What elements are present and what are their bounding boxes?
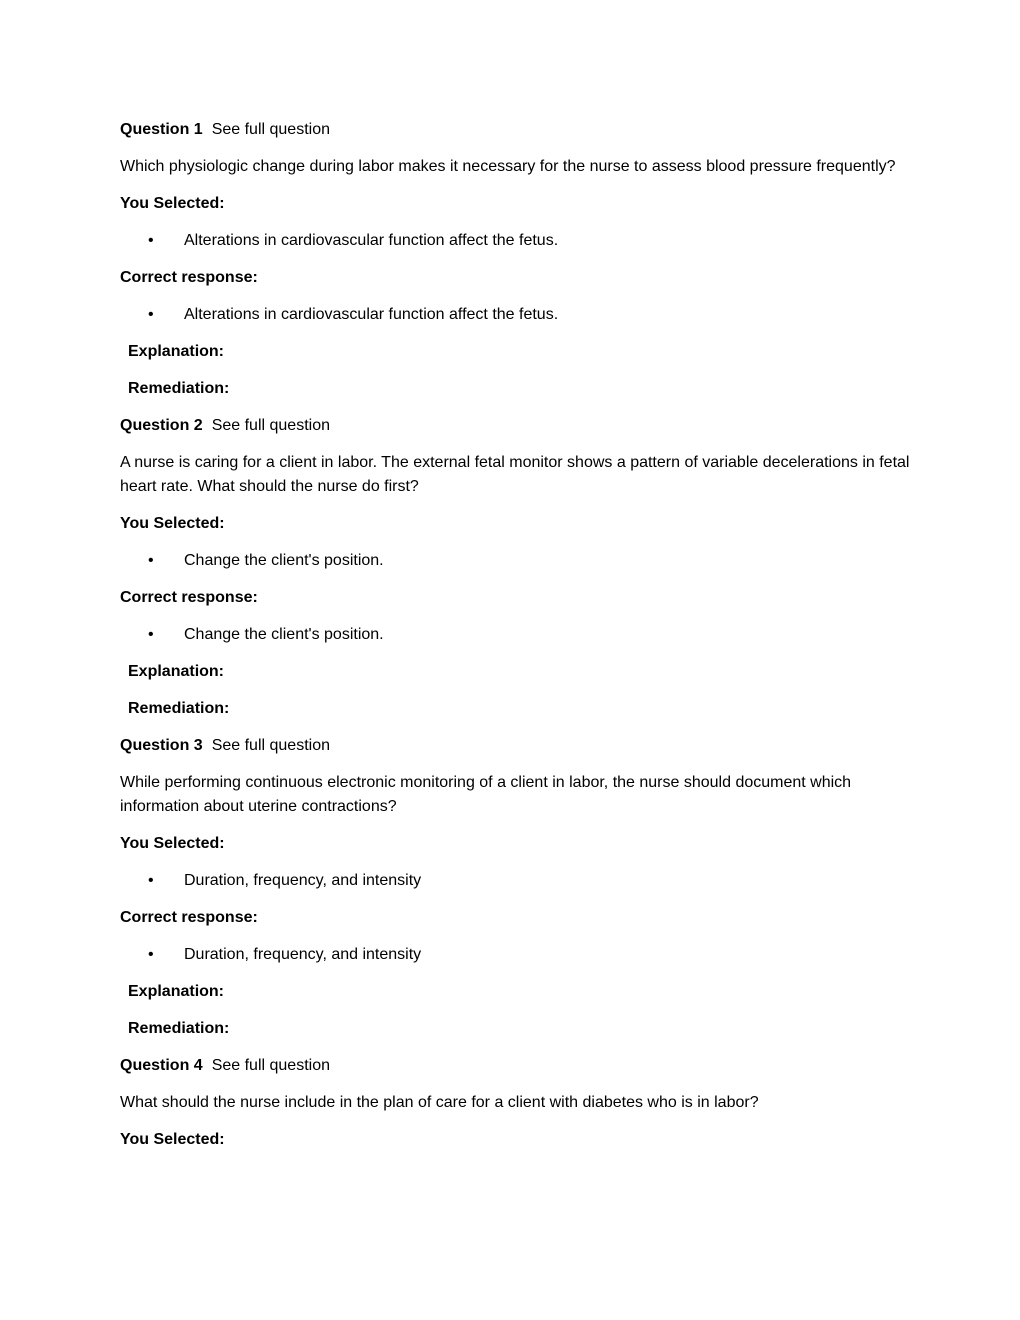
- question-number: Question 2: [120, 417, 203, 434]
- question-header: [120, 118, 910, 142]
- selected-answer-item: [120, 549, 910, 573]
- question-block-1: [120, 118, 910, 401]
- question-header: [120, 1054, 910, 1078]
- selected-answer-item: [120, 229, 910, 253]
- remediation-label: Remediation:: [128, 1020, 230, 1037]
- question-block-3: [120, 734, 910, 1041]
- correct-response-label: Correct response:: [120, 269, 258, 286]
- bullet-icon: •: [148, 626, 154, 643]
- question-number: Question 4: [120, 1057, 203, 1074]
- correct-answer-list: [120, 623, 910, 647]
- selected-answer-list: [120, 869, 910, 893]
- bullet-icon: •: [148, 552, 154, 569]
- bullet-icon: •: [148, 232, 154, 249]
- question-text: While performing continuous electronic monitoring of a client in labor, the nurse should document which information about uterine contractions?: [120, 774, 852, 815]
- explanation-label: Explanation:: [128, 663, 225, 680]
- explanation-label: Explanation:: [128, 983, 225, 1000]
- answer-text: Duration, frequency, and intensity: [184, 872, 422, 889]
- question-block-4: [120, 1054, 910, 1152]
- selected-answer-list: [120, 229, 910, 253]
- question-header: [120, 734, 910, 758]
- correct-response-label: Correct response:: [120, 909, 258, 926]
- correct-answer-list: [120, 943, 910, 967]
- correct-answer-list: [120, 303, 910, 327]
- correct-response-label: Correct response:: [120, 589, 258, 606]
- correct-answer-item: [120, 623, 910, 647]
- answer-text: Alterations in cardiovascular function affect the fetus.: [184, 306, 559, 323]
- answer-text: Duration, frequency, and intensity: [184, 946, 422, 963]
- bullet-icon: •: [148, 946, 154, 963]
- question-block-2: [120, 414, 910, 721]
- question-header: [120, 414, 910, 438]
- see-full-question-link[interactable]: See full question: [211, 417, 330, 434]
- you-selected-label: You Selected:: [120, 195, 225, 212]
- question-number: Question 3: [120, 737, 203, 754]
- selected-answer-item: [120, 869, 910, 893]
- question-text: What should the nurse include in the plan of care for a client with diabetes who is in labor?: [120, 1094, 759, 1111]
- answer-text: Change the client's position.: [184, 626, 384, 643]
- remediation-label: Remediation:: [128, 380, 230, 397]
- correct-answer-item: [120, 303, 910, 327]
- you-selected-label: You Selected:: [120, 1131, 225, 1148]
- remediation-label: Remediation:: [128, 700, 230, 717]
- see-full-question-link[interactable]: See full question: [211, 1057, 330, 1074]
- bullet-icon: •: [148, 872, 154, 889]
- explanation-label: Explanation:: [128, 343, 225, 360]
- answer-text: Change the client's position.: [184, 552, 384, 569]
- question-number: Question 1: [120, 121, 203, 138]
- answer-text: Alterations in cardiovascular function affect the fetus.: [184, 232, 559, 249]
- document-page: [120, 118, 910, 1165]
- question-text: A nurse is caring for a client in labor. The external fetal monitor shows a pattern of variable decelerations in fetal heart rate. What should the nurse do first?: [120, 454, 910, 495]
- correct-answer-item: [120, 943, 910, 967]
- selected-answer-list: [120, 549, 910, 573]
- you-selected-label: You Selected:: [120, 835, 225, 852]
- see-full-question-link[interactable]: See full question: [211, 121, 330, 138]
- question-text: Which physiologic change during labor makes it necessary for the nurse to assess blood pressure frequently?: [120, 158, 896, 175]
- bullet-icon: •: [148, 306, 154, 323]
- you-selected-label: You Selected:: [120, 515, 225, 532]
- see-full-question-link[interactable]: See full question: [211, 737, 330, 754]
